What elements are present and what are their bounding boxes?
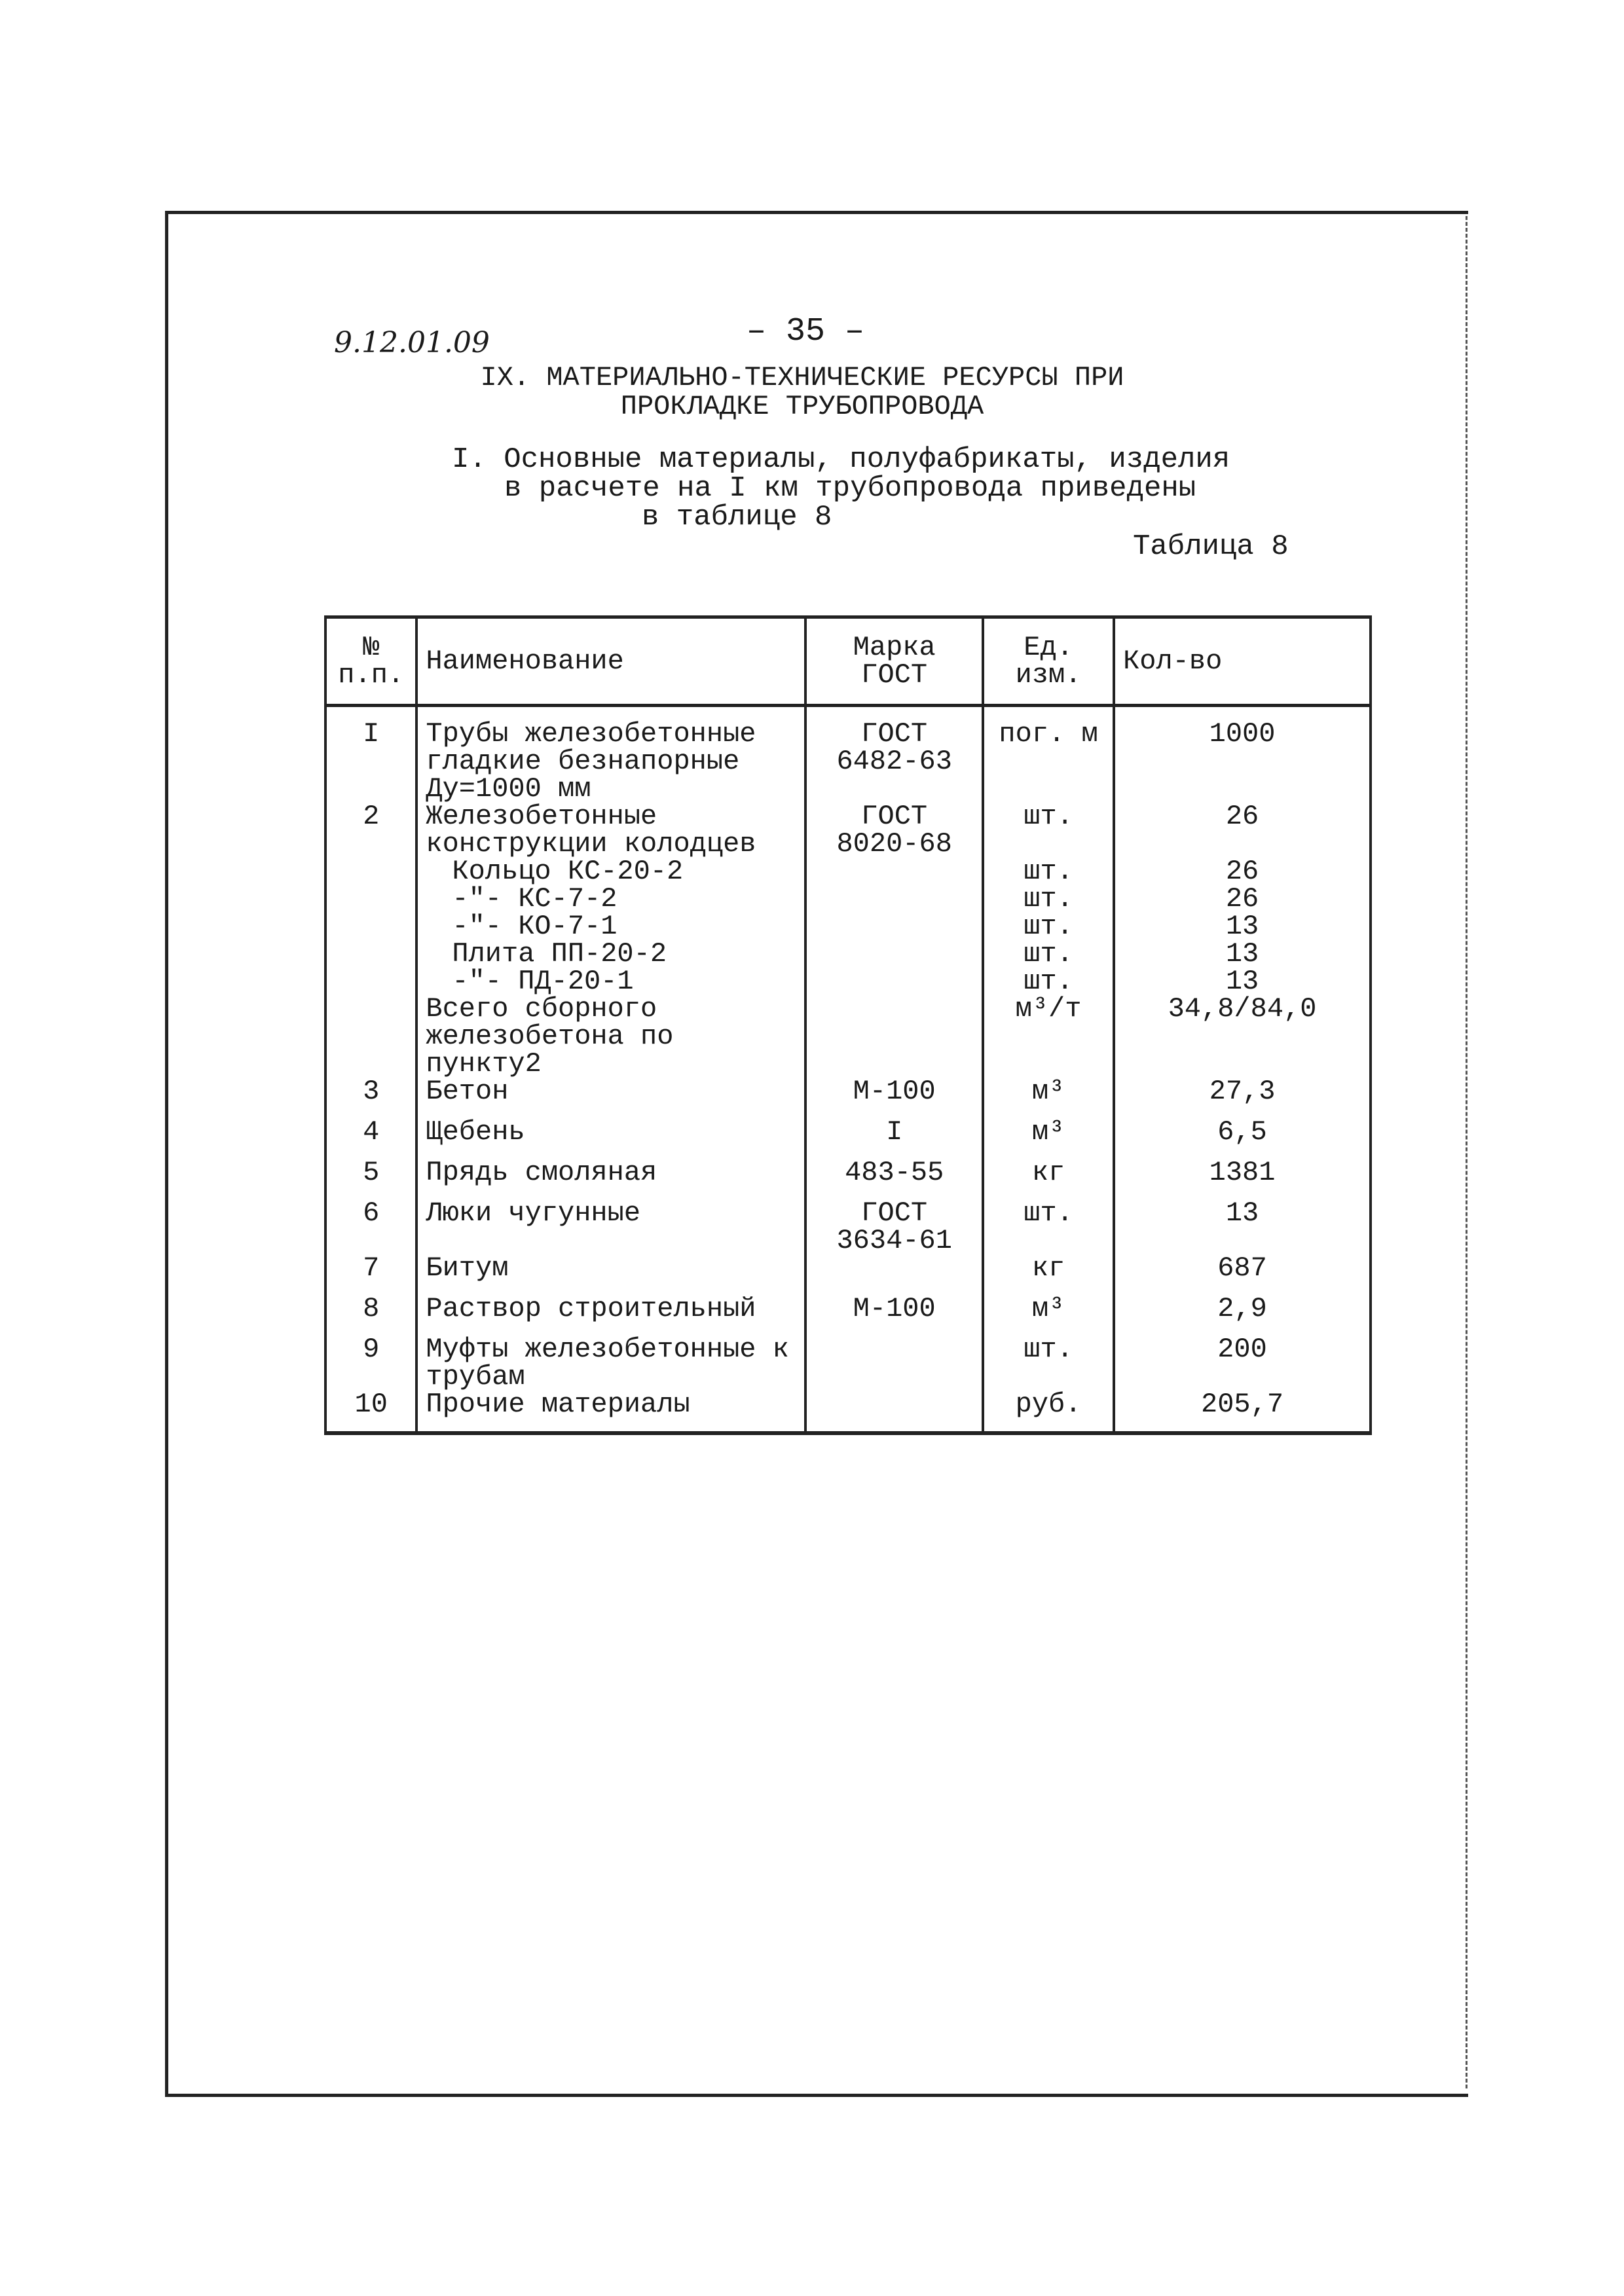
- cell-grade: [805, 1199, 983, 1254]
- header-num: № п.п.: [325, 617, 416, 706]
- cell-qty: [1114, 885, 1371, 913]
- cell-name: [416, 885, 805, 913]
- cell-qty-text: 2,9: [1217, 1293, 1267, 1324]
- header-grade: Марка ГОСТ: [805, 617, 983, 706]
- cell-unit-text: кг: [1031, 1252, 1065, 1284]
- cell-qty-text: 13: [1225, 911, 1259, 942]
- cell-name-text: Плита ПП-20-2: [452, 938, 667, 970]
- table-row: [325, 1078, 1371, 1118]
- cell-name: [416, 913, 805, 940]
- cell-grade: [805, 885, 983, 913]
- cell-grade: [805, 940, 983, 968]
- cell-unit: [983, 885, 1114, 913]
- cell-num: [325, 940, 416, 968]
- cell-name: [416, 1254, 805, 1295]
- cell-qty: [1114, 995, 1371, 1078]
- cell-grade-text: 483-55: [845, 1157, 944, 1188]
- cell-unit: [983, 858, 1114, 885]
- intro-line-2: в расчете на I км трубопровода приведены: [504, 472, 1196, 505]
- cell-grade: [805, 1295, 983, 1336]
- cell-num-text: 8: [363, 1293, 380, 1324]
- cell-num-text: 2: [363, 801, 380, 832]
- cell-grade: [805, 1159, 983, 1199]
- cell-num-text: 7: [363, 1252, 380, 1284]
- cell-unit-text: шт.: [1024, 856, 1073, 887]
- cell-unit: [983, 995, 1114, 1078]
- cell-unit: [983, 940, 1114, 968]
- cell-num-text: 5: [363, 1157, 380, 1188]
- cell-name-text: Битум: [426, 1252, 509, 1284]
- cell-unit-text: шт.: [1024, 966, 1073, 997]
- cell-name-text: Всего сборного железобетона по пункту2: [426, 993, 674, 1080]
- table-row: [325, 1391, 1371, 1433]
- cell-num: [325, 885, 416, 913]
- cell-grade-text: ГОСТ 3634-61: [836, 1197, 952, 1256]
- cell-num: [325, 1199, 416, 1254]
- cell-qty: [1114, 706, 1371, 803]
- cell-name: [416, 1159, 805, 1199]
- table-row: [325, 1118, 1371, 1159]
- cell-name: [416, 995, 805, 1078]
- cell-name-text: -"- КО-7-1: [452, 911, 618, 942]
- cell-qty-text: 687: [1217, 1252, 1267, 1284]
- cell-qty-text: 6,5: [1217, 1116, 1267, 1148]
- cell-num: [325, 1295, 416, 1336]
- cell-name-text: Люки чугунные: [426, 1197, 641, 1229]
- cell-num-text: 10: [354, 1389, 388, 1420]
- cell-qty: [1114, 1336, 1371, 1391]
- cell-name-text: Трубы железобетонные гладкие безнапорные Ду=1000 мм: [426, 718, 756, 805]
- cell-qty-text: 13: [1225, 966, 1259, 997]
- cell-qty-text: 26: [1225, 801, 1259, 832]
- page-frame-bottom: [165, 2094, 1468, 2097]
- cell-num-text: 6: [363, 1197, 380, 1229]
- table-header-row: [325, 617, 1371, 706]
- cell-name: [416, 968, 805, 995]
- table-row: [325, 858, 1371, 885]
- cell-grade: [805, 995, 983, 1078]
- header-name: Наименование: [416, 617, 805, 706]
- table-caption: Таблица 8: [1133, 530, 1289, 563]
- cell-grade: [805, 1078, 983, 1118]
- cell-num: [325, 1391, 416, 1433]
- cell-qty: [1114, 913, 1371, 940]
- cell-name-text: -"- ПД-20-1: [452, 966, 634, 997]
- cell-num-text: 9: [363, 1334, 380, 1365]
- cell-name-text: Прядь смоляная: [426, 1157, 657, 1188]
- cell-qty: [1114, 968, 1371, 995]
- cell-num: [325, 1254, 416, 1295]
- intro-paragraph: [452, 445, 1238, 532]
- cell-name: [416, 803, 805, 858]
- cell-unit-text: шт.: [1024, 911, 1073, 942]
- cell-qty-text: 13: [1225, 1197, 1259, 1229]
- table-row: [325, 803, 1371, 858]
- cell-unit: [983, 1295, 1114, 1336]
- table-row: [325, 1254, 1371, 1295]
- cell-qty-text: 1381: [1209, 1157, 1276, 1188]
- cell-unit-text: шт.: [1024, 938, 1073, 970]
- cell-qty: [1114, 1199, 1371, 1254]
- resources-table: [324, 615, 1372, 1435]
- cell-unit: [983, 1391, 1114, 1433]
- cell-num: [325, 913, 416, 940]
- cell-unit: [983, 968, 1114, 995]
- cell-num: [325, 1336, 416, 1391]
- cell-qty: [1114, 1118, 1371, 1159]
- cell-unit-text: шт.: [1024, 883, 1073, 915]
- cell-num: [325, 968, 416, 995]
- table-row: [325, 995, 1371, 1078]
- cell-grade: [805, 1336, 983, 1391]
- cell-name-text: Щебень: [426, 1116, 525, 1148]
- cell-name-text: Железобетонные конструкции колодцев: [426, 801, 756, 860]
- cell-qty-text: 1000: [1209, 718, 1276, 750]
- cell-qty-text: 26: [1225, 856, 1259, 887]
- cell-unit-text: руб.: [1015, 1389, 1082, 1420]
- header-qty: Кол-во: [1114, 617, 1371, 706]
- cell-unit-text: шт.: [1024, 801, 1073, 832]
- cell-qty-text: 205,7: [1201, 1389, 1284, 1420]
- cell-grade: [805, 1254, 983, 1295]
- cell-grade: [805, 1118, 983, 1159]
- cell-unit: [983, 1078, 1114, 1118]
- cell-unit: [983, 803, 1114, 858]
- table-row: [325, 968, 1371, 995]
- table-row: [325, 706, 1371, 803]
- cell-unit: [983, 1336, 1114, 1391]
- cell-name-text: Муфты железобетонные к трубам: [426, 1334, 789, 1393]
- header-unit: Ед. изм.: [983, 617, 1114, 706]
- cell-grade-text: ГОСТ 8020-68: [836, 801, 952, 860]
- cell-unit: [983, 1254, 1114, 1295]
- intro-line-3: в таблице 8: [642, 501, 832, 534]
- cell-num: [325, 858, 416, 885]
- cell-num: [325, 1078, 416, 1118]
- cell-name-text: Бетон: [426, 1076, 509, 1107]
- cell-grade: [805, 858, 983, 885]
- cell-name: [416, 1078, 805, 1118]
- cell-num: [325, 803, 416, 858]
- page-frame-top: [165, 211, 1468, 214]
- cell-num: [325, 1159, 416, 1199]
- table-row: [325, 885, 1371, 913]
- cell-name-text: -"- КС-7-2: [452, 883, 618, 915]
- cell-qty: [1114, 1078, 1371, 1118]
- cell-name: [416, 1199, 805, 1254]
- cell-grade: [805, 803, 983, 858]
- cell-unit: [983, 1199, 1114, 1254]
- cell-qty-text: 27,3: [1209, 1076, 1276, 1107]
- cell-name: [416, 706, 805, 803]
- cell-qty-text: 26: [1225, 883, 1259, 915]
- cell-num-text: I: [363, 718, 380, 750]
- cell-name-text: Кольцо КС-20-2: [452, 856, 684, 887]
- cell-num: [325, 706, 416, 803]
- cell-unit-text: кг: [1031, 1157, 1065, 1188]
- cell-qty: [1114, 1254, 1371, 1295]
- table-row: [325, 1336, 1371, 1391]
- page-frame-right: [1466, 216, 1467, 2088]
- page-number: – 35 –: [747, 313, 865, 350]
- cell-name: [416, 1336, 805, 1391]
- cell-grade: [805, 1391, 983, 1433]
- table-row: [325, 1295, 1371, 1336]
- cell-grade: [805, 913, 983, 940]
- cell-unit: [983, 706, 1114, 803]
- cell-name-text: Прочие материалы: [426, 1389, 690, 1420]
- document-code: 9.12.01.09: [334, 326, 490, 359]
- table-row: [325, 1159, 1371, 1199]
- cell-grade-text: М-100: [853, 1076, 936, 1107]
- cell-num-text: 4: [363, 1116, 380, 1148]
- cell-qty: [1114, 803, 1371, 858]
- cell-name: [416, 1118, 805, 1159]
- cell-qty-text: 34,8/84,0: [1168, 993, 1317, 1025]
- cell-unit-text: шт.: [1024, 1334, 1073, 1365]
- cell-grade: [805, 706, 983, 803]
- cell-qty-text: 13: [1225, 938, 1259, 970]
- cell-num-text: 3: [363, 1076, 380, 1107]
- table-row: [325, 1199, 1371, 1254]
- intro-line-1: I. Основные материалы, полуфабрикаты, изделия: [452, 443, 1230, 476]
- cell-unit: [983, 1159, 1114, 1199]
- cell-unit: [983, 913, 1114, 940]
- cell-unit-text: пог. м: [999, 718, 1098, 750]
- cell-name: [416, 1391, 805, 1433]
- table-row: [325, 913, 1371, 940]
- section-heading: IX. МАТЕРИАЛЬНО-ТЕХНИЧЕСКИЕ РЕСУРСЫ ПРИ ПРОКЛАДКЕ ТРУБОПРОВОДА: [480, 362, 1124, 422]
- page-frame-left: [165, 211, 168, 2096]
- cell-unit-text: м³: [1031, 1293, 1065, 1324]
- cell-qty: [1114, 1295, 1371, 1336]
- table-row: [325, 940, 1371, 968]
- cell-qty-text: 200: [1217, 1334, 1267, 1365]
- cell-qty: [1114, 940, 1371, 968]
- cell-grade-text: ГОСТ 6482-63: [836, 718, 952, 777]
- cell-unit-text: м³/т: [1015, 993, 1082, 1025]
- cell-name-text: Раствор строительный: [426, 1293, 756, 1324]
- cell-grade: [805, 968, 983, 995]
- cell-num: [325, 995, 416, 1078]
- cell-qty: [1114, 858, 1371, 885]
- cell-qty: [1114, 1159, 1371, 1199]
- cell-unit-text: м³: [1031, 1076, 1065, 1107]
- cell-unit: [983, 1118, 1114, 1159]
- cell-grade-text: М-100: [853, 1293, 936, 1324]
- cell-unit-text: м³: [1031, 1116, 1065, 1148]
- cell-name: [416, 940, 805, 968]
- cell-unit-text: шт.: [1024, 1197, 1073, 1229]
- cell-qty: [1114, 1391, 1371, 1433]
- cell-name: [416, 858, 805, 885]
- cell-name: [416, 1295, 805, 1336]
- cell-grade-text: I: [886, 1116, 903, 1148]
- cell-num: [325, 1118, 416, 1159]
